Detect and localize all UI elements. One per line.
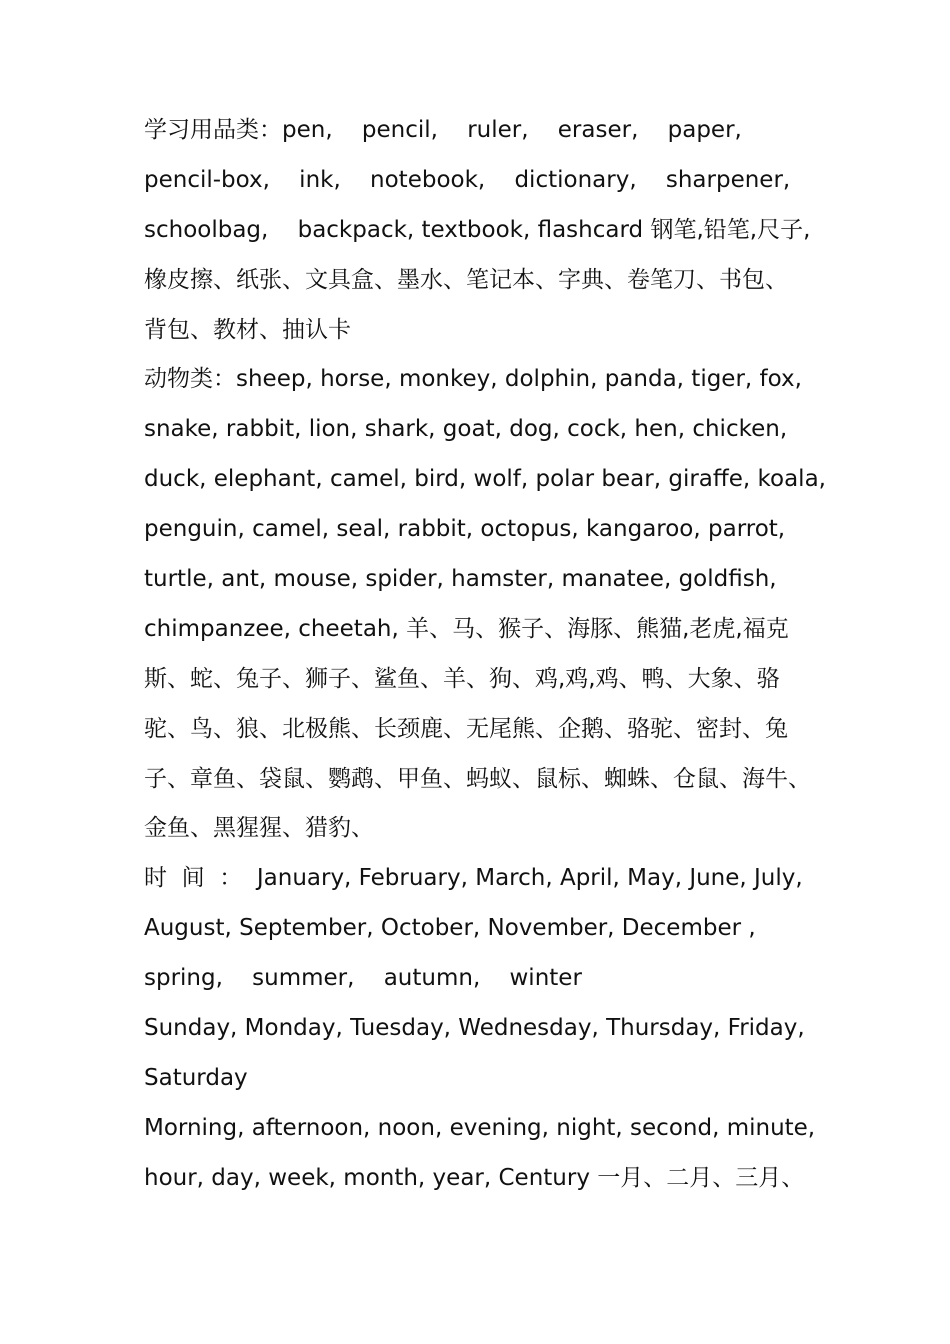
text-line-animals-9: 子、章鱼、袋鼠、鹦鹉、甲鱼、蚂蚁、鼠标、蜘蛛、仓鼠、海牛、 [144,765,811,792]
text-line-time-2: August, September, October, November, December , [144,915,756,942]
text-line-animals-7: 斯、蛇、兔子、狮子、鲨鱼、羊、狗、鸡,鸡,鸡、鸭、大象、骆 [144,665,780,692]
text-line-animals-10: 金鱼、黑猩猩、猎豹、 [144,815,374,842]
text-line-animals-3: duck, elephant, camel, bird, wolf, polar bear, giraffe, koala, [144,466,826,493]
text-line-school-supplies-3: schoolbag, backpack, textbook, flashcard 钢笔,铅笔,尺子, [144,216,811,243]
text-line-school-supplies-4: 橡皮擦、纸张、文具盒、墨水、笔记本、字典、卷笔刀、书包、 [144,266,788,293]
text-line-time-1: 时 间 ： January, February, March, April, May, June, July, [144,865,803,892]
text-line-animals-6: chimpanzee, cheetah, 羊、马、猴子、海豚、熊猫,老虎,福克 [144,615,789,642]
text-line-time-6: Morning, afternoon, noon, evening, night, second, minute, [144,1114,816,1141]
text-line-school-supplies-1: 学习用品类：pen, pencil, ruler, eraser, paper, [144,117,742,143]
text-line-time-7: hour, day, week, month, year, Century 一月、二月、三月、 [144,1164,805,1191]
text-line-time-4: Sunday, Monday, Tuesday, Wednesday, Thursday, Friday, [144,1015,805,1042]
text-line-animals-4: penguin, camel, seal, rabbit, octopus, kangaroo, parrot, [144,516,786,543]
text-line-school-supplies-2: pencil-box, ink, notebook, dictionary, sharpener, [144,166,791,193]
text-line-school-supplies-5: 背包、教材、抽认卡 [144,316,351,343]
text-line-animals-1: 动物类：sheep, horse, monkey, dolphin, panda, tiger, fox, [144,366,802,393]
text-line-animals-8: 驼、鸟、狼、北极熊、长颈鹿、无尾熊、企鹅、骆驼、密封、兔 [144,715,788,742]
text-line-animals-2: snake, rabbit, lion, shark, goat, dog, cock, hen, chicken, [144,416,788,443]
text-line-time-3: spring, summer, autumn, winter [144,965,582,992]
vocabulary-text-block [144,106,824,1204]
text-line-animals-5: turtle, ant, mouse, spider, hamster, manatee, goldfish, [144,566,777,593]
text-line-time-5: Saturday [144,1064,248,1091]
